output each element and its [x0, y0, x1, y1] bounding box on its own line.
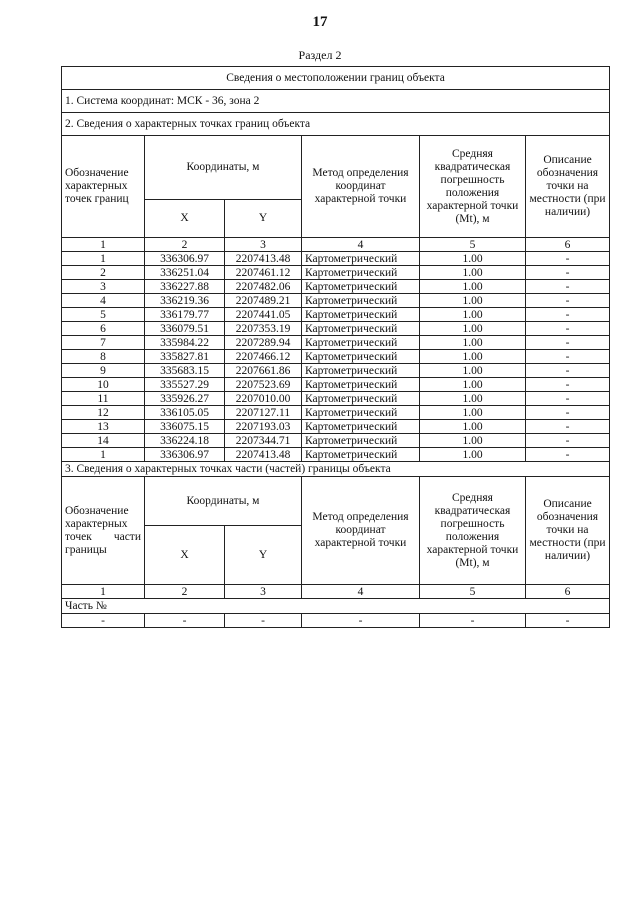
part-label: Часть №	[62, 599, 610, 614]
part-column-number-5: 5	[420, 585, 526, 599]
description: -	[526, 322, 610, 336]
error: 1.00	[420, 280, 526, 294]
error: 1.00	[420, 350, 526, 364]
coord-x: 336179.77	[145, 308, 225, 322]
coord-x: 336224.18	[145, 434, 225, 448]
point-id: 1	[62, 252, 145, 266]
column-number-1: 1	[62, 238, 145, 252]
part-cell-4: -	[302, 614, 420, 628]
coord-y: 2207413.48	[225, 252, 302, 266]
coord-y: 2207289.94	[225, 336, 302, 350]
error: 1.00	[420, 364, 526, 378]
point-id: 10	[62, 378, 145, 392]
part-column-number-2: 2	[145, 585, 225, 599]
description: -	[526, 392, 610, 406]
method: Картометрический	[302, 364, 420, 378]
part-column-number-6: 6	[526, 585, 610, 599]
table-title-row	[62, 67, 610, 90]
coord-y: 2207482.06	[225, 280, 302, 294]
coord-x: 336219.36	[145, 294, 225, 308]
method: Картометрический	[302, 308, 420, 322]
description: -	[526, 406, 610, 420]
error: 1.00	[420, 322, 526, 336]
column-number-2: 2	[145, 238, 225, 252]
part-cell-3: -	[225, 614, 302, 628]
table-row	[62, 322, 610, 336]
method: Картометрический	[302, 280, 420, 294]
error: 1.00	[420, 406, 526, 420]
coord-y: 2207441.05	[225, 308, 302, 322]
coord-y: 2207466.12	[225, 350, 302, 364]
header-designation: Обозначение характерных точек границ	[62, 136, 145, 238]
method: Картометрический	[302, 294, 420, 308]
point-id: 1	[62, 448, 145, 462]
table-row	[62, 434, 610, 448]
coord-x: 336227.88	[145, 280, 225, 294]
coord-x: 336075.15	[145, 420, 225, 434]
point-id: 13	[62, 420, 145, 434]
header-x: X	[145, 200, 225, 238]
column-numbers-row	[62, 238, 610, 252]
section2-header-row-1	[62, 136, 610, 200]
table-row	[62, 280, 610, 294]
table-row	[62, 350, 610, 364]
table-row	[62, 294, 610, 308]
table-row	[62, 420, 610, 434]
method: Картометрический	[302, 378, 420, 392]
part-header-y: Y	[225, 526, 302, 585]
part-row	[62, 614, 610, 628]
method: Картометрический	[302, 350, 420, 364]
table-row	[62, 252, 610, 266]
coord-y: 2207413.48	[225, 448, 302, 462]
description: -	[526, 280, 610, 294]
column-number-5: 5	[420, 238, 526, 252]
method: Картометрический	[302, 406, 420, 420]
point-id: 3	[62, 280, 145, 294]
coord-y: 2207661.86	[225, 364, 302, 378]
part-label-row	[62, 599, 610, 614]
description: -	[526, 364, 610, 378]
table-row	[62, 308, 610, 322]
description: -	[526, 420, 610, 434]
table-title: Сведения о местоположении границ объекта	[62, 67, 610, 90]
coord-y: 2207344.71	[225, 434, 302, 448]
table-row	[62, 378, 610, 392]
point-id: 12	[62, 406, 145, 420]
error: 1.00	[420, 392, 526, 406]
column-number-4: 4	[302, 238, 420, 252]
page-number: 17	[312, 14, 328, 30]
coord-x: 336306.97	[145, 448, 225, 462]
method: Картометрический	[302, 434, 420, 448]
error: 1.00	[420, 308, 526, 322]
coord-y: 2207353.19	[225, 322, 302, 336]
error: 1.00	[420, 378, 526, 392]
coord-x: 336105.05	[145, 406, 225, 420]
table-row	[62, 364, 610, 378]
header-description: Описание обозначения точки на местности (при наличии)	[526, 136, 610, 238]
section3-title-row	[62, 462, 610, 477]
part-header-x: X	[145, 526, 225, 585]
coord-system: 1. Система координат: МСК - 36, зона 2	[62, 90, 610, 113]
coord-x: 335527.29	[145, 378, 225, 392]
coord-x: 336079.51	[145, 322, 225, 336]
part-header-designation: Обозначение характерных точек части границы	[62, 477, 145, 585]
point-id: 7	[62, 336, 145, 350]
part-cell-6: -	[526, 614, 610, 628]
section2-title: 2. Сведения о характерных точках границ объекта	[62, 113, 610, 136]
description: -	[526, 448, 610, 462]
boundary-table	[61, 66, 610, 628]
point-id: 11	[62, 392, 145, 406]
description: -	[526, 350, 610, 364]
table-row	[62, 336, 610, 350]
coord-x: 336306.97	[145, 252, 225, 266]
point-id: 14	[62, 434, 145, 448]
method: Картометрический	[302, 420, 420, 434]
part-cell-2: -	[145, 614, 225, 628]
part-column-number-4: 4	[302, 585, 420, 599]
part-cell-5: -	[420, 614, 526, 628]
method: Картометрический	[302, 266, 420, 280]
error: 1.00	[420, 434, 526, 448]
point-id: 6	[62, 322, 145, 336]
coord-y: 2207010.00	[225, 392, 302, 406]
section2-title-row	[62, 113, 610, 136]
part-header-coordinates: Координаты, м	[145, 477, 302, 526]
table-row	[62, 266, 610, 280]
part-header-description: Описание обозначения точки на местности (при наличии)	[526, 477, 610, 585]
coord-y: 2207461.12	[225, 266, 302, 280]
section3-header-row-1	[62, 477, 610, 526]
point-id: 9	[62, 364, 145, 378]
description: -	[526, 336, 610, 350]
method: Картометрический	[302, 252, 420, 266]
point-id: 5	[62, 308, 145, 322]
part-column-number-1: 1	[62, 585, 145, 599]
part-header-error: Средняя квадратическая погрешность положения характерной точки (Mt), м	[420, 477, 526, 585]
header-coordinates: Координаты, м	[145, 136, 302, 200]
point-id: 4	[62, 294, 145, 308]
section-title: Раздел 2	[298, 48, 342, 62]
coord-x: 335926.27	[145, 392, 225, 406]
coord-y: 2207193.03	[225, 420, 302, 434]
part-column-number-3: 3	[225, 585, 302, 599]
description: -	[526, 434, 610, 448]
description: -	[526, 252, 610, 266]
table-row	[62, 448, 610, 462]
coord-y: 2207523.69	[225, 378, 302, 392]
description: -	[526, 266, 610, 280]
description: -	[526, 308, 610, 322]
point-id: 2	[62, 266, 145, 280]
part-cell-1: -	[62, 614, 145, 628]
error: 1.00	[420, 266, 526, 280]
error: 1.00	[420, 252, 526, 266]
coord-x: 335984.22	[145, 336, 225, 350]
data-rows	[62, 252, 610, 462]
coord-system-row	[62, 90, 610, 113]
method: Картометрический	[302, 392, 420, 406]
method: Картометрический	[302, 336, 420, 350]
column-number-6: 6	[526, 238, 610, 252]
point-id: 8	[62, 350, 145, 364]
section3-title: 3. Сведения о характерных точках части (частей) границы объекта	[62, 462, 610, 477]
description: -	[526, 294, 610, 308]
header-method: Метод определения координат характерной точки	[302, 136, 420, 238]
method: Картометрический	[302, 322, 420, 336]
table-row	[62, 392, 610, 406]
coord-x: 335683.15	[145, 364, 225, 378]
method: Картометрический	[302, 448, 420, 462]
error: 1.00	[420, 294, 526, 308]
part-header-method: Метод определения координат характерной точки	[302, 477, 420, 585]
table-row	[62, 406, 610, 420]
coord-x: 335827.81	[145, 350, 225, 364]
coord-x: 336251.04	[145, 266, 225, 280]
header-y: Y	[225, 200, 302, 238]
description: -	[526, 378, 610, 392]
error: 1.00	[420, 448, 526, 462]
part-column-numbers-row	[62, 585, 610, 599]
column-number-3: 3	[225, 238, 302, 252]
error: 1.00	[420, 420, 526, 434]
coord-y: 2207489.21	[225, 294, 302, 308]
coord-y: 2207127.11	[225, 406, 302, 420]
header-error: Средняя квадратическая погрешность положения характерной точки (Mt), м	[420, 136, 526, 238]
error: 1.00	[420, 336, 526, 350]
